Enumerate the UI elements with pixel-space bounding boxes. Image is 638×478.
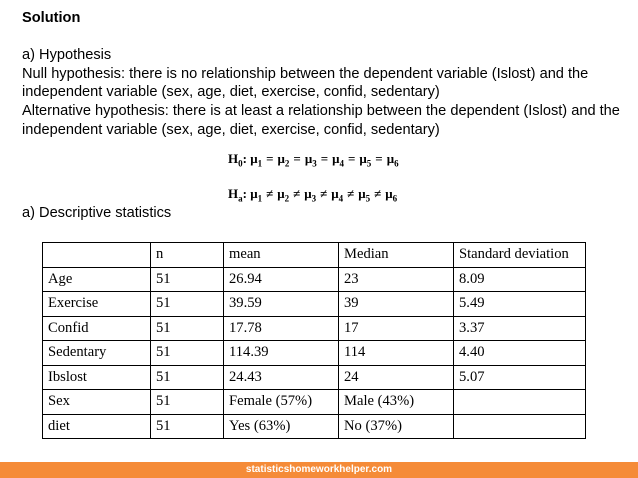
row-label: Sex <box>43 390 151 415</box>
mean-subscript: 5 <box>366 158 372 169</box>
table-cell: 114.39 <box>224 341 339 366</box>
solution-text <box>22 9 622 139</box>
footer-banner <box>0 462 638 478</box>
mean-symbol: μ <box>277 186 285 201</box>
equation-operator: = <box>293 151 301 166</box>
mean-subscript: 6 <box>392 193 398 204</box>
table-row <box>43 316 586 341</box>
table-cell: 3.37 <box>454 316 586 341</box>
table-cell <box>454 414 586 439</box>
mean-symbol: μ <box>250 186 258 201</box>
table-cell: 26.94 <box>224 267 339 292</box>
table-row <box>43 365 586 390</box>
table-row <box>43 390 586 415</box>
null-hypothesis-text: Null hypothesis: there is no relationship between the dependent variable (Islost) and the independent variable (sex, age, diet, exercise, confid, sedentary) <box>22 65 589 101</box>
table-cell: 17.78 <box>224 316 339 341</box>
table-cell: 8.09 <box>454 267 586 292</box>
table-cell: 51 <box>151 292 224 317</box>
mean-symbol: μ <box>358 186 366 201</box>
mean-symbol: μ <box>304 186 312 201</box>
table-row <box>43 292 586 317</box>
table-cell: 51 <box>151 316 224 341</box>
table-row <box>43 267 586 292</box>
mean-subscript: 4 <box>339 158 344 169</box>
table-cell: 5.49 <box>454 292 586 317</box>
mean-symbol: μ <box>277 151 285 166</box>
mean-subscript: 6 <box>394 158 399 169</box>
table-row <box>43 414 586 439</box>
hypothesis-symbol: H <box>228 151 239 166</box>
column-header: n <box>151 243 224 268</box>
table-cell: 51 <box>151 365 224 390</box>
table-row <box>43 341 586 366</box>
mean-subscript: 1 <box>257 158 263 169</box>
mean-subscript: 3 <box>312 158 317 169</box>
table-cell: 24 <box>339 365 454 390</box>
table-cell: 114 <box>339 341 454 366</box>
mean-subscript: 2 <box>284 158 290 169</box>
table-cell: 4.40 <box>454 341 586 366</box>
row-label: diet <box>43 414 151 439</box>
table-cell: 17 <box>339 316 454 341</box>
table-cell <box>454 390 586 415</box>
alternative-hypothesis-text: Alternative hypothesis: there is at least a relationship between the dependent (Islost) and the independent variable (sex, age, diet, exercise, confid, sedentary) <box>22 102 620 138</box>
equation-operator: ≠ <box>320 186 328 201</box>
row-label: Confid <box>43 316 151 341</box>
descriptive-statistics-heading: a) Descriptive statistics <box>22 205 172 221</box>
footer-site-text: statisticshomeworkhelper.com <box>245 464 393 475</box>
equation-operator: = <box>375 151 383 166</box>
column-header: Median <box>339 243 454 268</box>
mean-symbol: μ <box>331 186 339 201</box>
table-header-row <box>43 243 586 268</box>
table-cell: Female (57%) <box>224 390 339 415</box>
mean-symbol: μ <box>359 151 367 166</box>
hypothesis-heading: a) Hypothesis <box>22 47 112 64</box>
hypothesis-symbol: H <box>228 186 239 201</box>
hypothesis-subscript: a <box>238 193 243 204</box>
mean-symbol: μ <box>304 151 313 166</box>
mean-subscript: 4 <box>338 193 344 204</box>
table-cell: 51 <box>151 341 224 366</box>
row-label: Sedentary <box>43 341 151 366</box>
row-label: Ibslost <box>43 365 151 390</box>
table-cell: 5.07 <box>454 365 586 390</box>
column-header: Standard deviation <box>454 243 586 268</box>
mean-subscript: 5 <box>365 193 371 204</box>
table-cell: No (37%) <box>339 414 454 439</box>
equation-operator: ≠ <box>347 186 355 201</box>
equation-operator: = <box>266 151 274 166</box>
mean-symbol: μ <box>385 186 393 201</box>
table-cell: 24.43 <box>224 365 339 390</box>
mean-subscript: 3 <box>311 193 317 204</box>
row-label: Exercise <box>43 292 151 317</box>
equation-operator: ≠ <box>266 186 274 201</box>
mean-subscript: 1 <box>257 193 263 204</box>
table-cell: 51 <box>151 414 224 439</box>
column-header: mean <box>224 243 339 268</box>
equation-operator: = <box>320 151 329 166</box>
table-cell: 39.59 <box>224 292 339 317</box>
equation-operator: ≠ <box>293 186 301 201</box>
table-cell: 23 <box>339 267 454 292</box>
mean-symbol: μ <box>386 151 395 166</box>
column-header <box>43 243 151 268</box>
mean-subscript: 2 <box>284 193 290 204</box>
hypothesis-subscript: 0 <box>238 158 243 169</box>
mean-symbol: μ <box>250 151 258 166</box>
row-label: Age <box>43 267 151 292</box>
equation-operator: ≠ <box>374 186 382 201</box>
table-cell: 51 <box>151 267 224 292</box>
equation-operator: = <box>347 151 356 166</box>
null-hypothesis-equation: $H_0$: $\mu_1 = \mu_2 = \mu_3 = \mu_4 = \mu_5 = \mu_6$ <box>228 151 399 169</box>
table-cell: 39 <box>339 292 454 317</box>
descriptive-statistics-table <box>42 242 586 439</box>
solution-title: Solution <box>22 10 81 26</box>
table-cell: Yes (63%) <box>224 414 339 439</box>
mean-symbol: μ <box>332 151 340 166</box>
alternative-hypothesis-equation: $H_a$: $\mu_1 \ne \mu_2 \ne \mu_3 \ne \mu_4 \ne \mu_5 \ne \mu_6$ <box>228 186 398 204</box>
table-cell: Male (43%) <box>339 390 454 415</box>
table-cell: 51 <box>151 390 224 415</box>
